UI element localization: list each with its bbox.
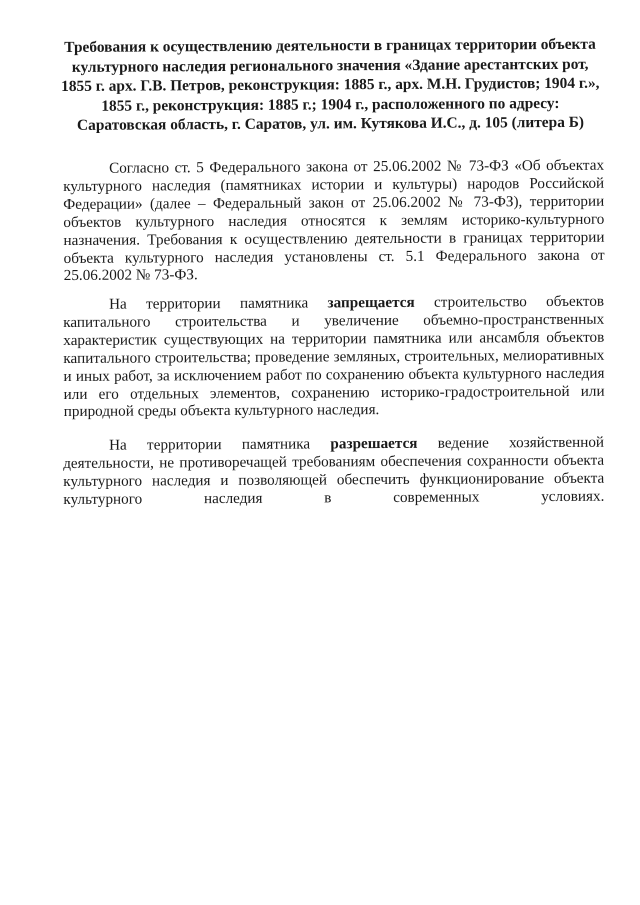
paragraph-legal-basis [63,157,605,286]
paragraph-permissions [63,434,604,509]
paragraph-prohibitions [63,293,605,422]
document-title: Требования к осуществлению деятельности в границах территории объекта культурного наследия регионального значения «Здание арестантских рот, 1855 г. арх. Г.В. Петров, реконструкция: 1885 г., арх. М.Н. Грудистов; 1904 г.», 1855 г., реконструкция: 1885 г.; 1904 г., расположенного по адресу: Саратовская область, г. Саратов, ул. им. Кутякова И.С., д. 105 (литера Б) [61,35,600,135]
paragraph-prohibitions-lead: На территории памятника [108,294,328,313]
permitted-keyword: разрешается [330,434,418,453]
paragraph-permissions-text: ведение хозяйственной деятельности, не противоречащей требованиям обеспечения сохранности объекта культурного наследия и позволяющей обеспечить функционирование объекта культурного наследия в современных условиях. [63,433,605,508]
paragraph-legal-basis-text: Согласно ст. 5 Федерального закона от 25.06.2002 № 73-ФЗ «Об объектах культурного наследия (памятниках истории и культуры) народов Российской Федерации» (далее – Федеральный закон от 25.06.2002 № 73-ФЗ), территории объектов культурного наследия относятся к землям историко-культурного назначения. Требования к осуществлению деятельности в границах территории объекта культурного наследия установлены ст. 5.1 Федерального закона от 25.06.2002 № 73-ФЗ. [63,156,605,285]
paragraph-permissions-lead: На территории памятника [108,435,331,454]
paragraph-prohibitions-text: строительство объектов капитального строительства и увеличение объемно-пространственных характеристик существующих на территории памятника или ансамбля объектов капитального строительства; проведение земляных, строительных, мелиоративных и иных работ, за исключением работ по сохранению объекта культурного наследия или его отдельных элементов, сохранению историко-градостроительной или природной среды объекта культурного наследия. [63,292,605,421]
prohibited-keyword: запрещается [327,293,415,312]
